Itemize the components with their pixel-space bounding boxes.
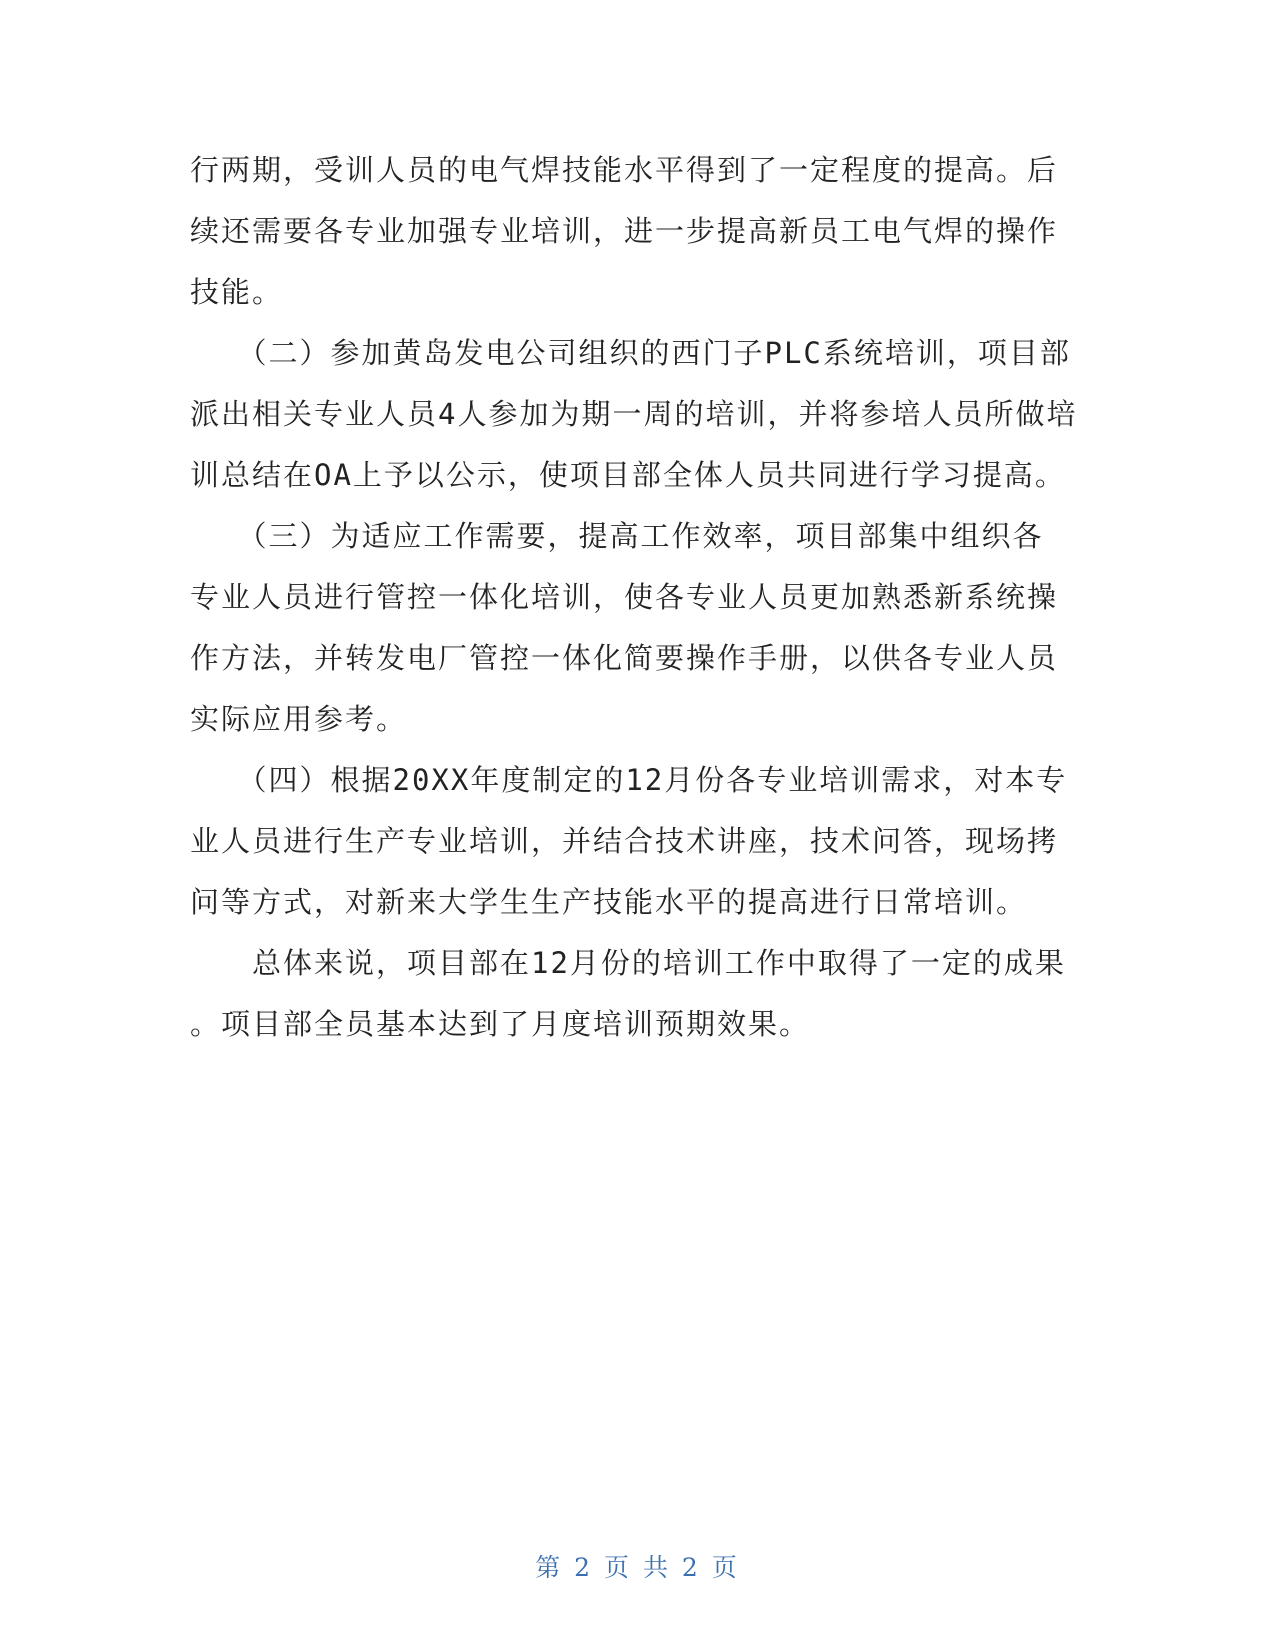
- text-line: 训总结在OA上予以公示，使项目部全体人员共同进行学习提高。: [190, 458, 1066, 492]
- paragraph-2: [190, 323, 1080, 506]
- text-line: 业人员进行生产专业培训，并结合技术讲座，技术问答，现场拷: [190, 824, 1059, 858]
- text-line: 派出相关专业人员4人参加为期一周的培训，并将参培人员所做培: [190, 397, 1078, 431]
- text-line: 总体来说，项目部在12月份的培训工作中取得了一定的成果: [190, 946, 1066, 980]
- text-line: 技能。: [190, 275, 284, 309]
- text-line: 。项目部全员基本达到了月度培训预期效果。: [190, 1007, 811, 1041]
- text-line: 问等方式，对新来大学生生产技能水平的提高进行日常培训。: [190, 885, 1028, 919]
- text-line: （四）根据20XX年度制定的12月份各专业培训需求，对本专: [190, 763, 1068, 797]
- page-footer: 第 2 页 共 2 页: [535, 1553, 740, 1582]
- text-line: 行两期，受训人员的电气焊技能水平得到了一定程度的提高。后: [190, 153, 1059, 187]
- text-line: （三）为适应工作需要，提高工作效率，项目部集中组织各: [190, 519, 1044, 553]
- paragraph-4: [190, 750, 1080, 933]
- paragraph-3: [190, 506, 1080, 750]
- text-line: 作方法，并转发电厂管控一体化简要操作手册，以供各专业人员: [190, 641, 1059, 675]
- text-line: 续还需要各专业加强专业培训，进一步提高新员工电气焊的操作: [190, 214, 1059, 248]
- text-line: 实际应用参考。: [190, 702, 408, 736]
- paragraph-5: [190, 933, 1080, 1055]
- document-body: [190, 140, 1080, 1055]
- text-line: 专业人员进行管控一体化培训，使各专业人员更加熟悉新系统操: [190, 580, 1059, 614]
- text-line: （二）参加黄岛发电公司组织的西门子PLC系统培训，项目部: [190, 336, 1071, 370]
- paragraph-1: [190, 140, 1080, 323]
